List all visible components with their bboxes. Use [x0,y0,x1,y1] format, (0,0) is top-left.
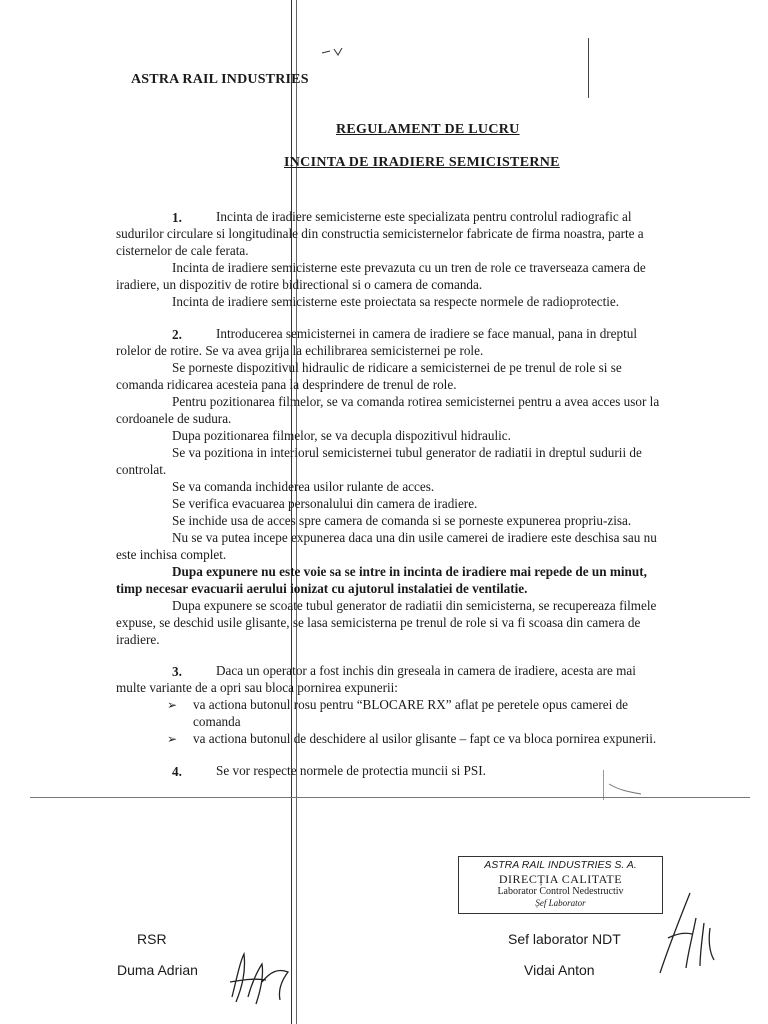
paragraph-line: Se va pozitiona in interiorul semicisternei tubul generator de radiatii in dreptul sudurii de [172,445,642,460]
scan-mark [603,770,604,800]
scan-mark [588,38,589,98]
paragraph-line: sudurilor circulare si longitudinale din constructia semicisternelor fabricate de firma noastra, parte a [116,226,644,241]
paragraph-line: rolelor de rotire. Se va avea grija la echilibrarea semicisternei pe role. [116,343,484,358]
paragraph-line: Dupa expunere se scoate tubul generator de radiatii din semicisterna, se recupereaza filmele [172,598,657,613]
paragraph-line: Incinta de iradiere semicisterne este specializata pentru controlul radiografic al [216,209,632,224]
paragraph-line: comanda ridicarea acesteia pana la desprindere de trenul de role. [116,377,457,392]
paragraph-line: Dupa pozitionarea filmelor, se va decupla dispozitivul hidraulic. [172,428,511,443]
quality-stamp [458,856,663,914]
paragraph-line: controlat. [116,462,167,477]
company-name: ASTRA RAIL INDUSTRIES [131,72,309,87]
paragraph-line: expuse, se deschid usile glisante, se lasa semicisterna pe trenul de role si va fi scoasa din camera de [116,615,641,630]
section-number: 1. [172,210,182,225]
right-signatory-role: Sef laborator NDT [508,931,621,947]
bullet-text: va actiona butonul rosu pentru “BLOCARE RX” aflat pe peretele opus camerei de [193,697,629,712]
paragraph-line: Se verifica evacuarea personalului din camera de iradiere. [172,496,478,511]
warning-line: Dupa expunere nu este voie sa se intre in incinta de iradiere mai repede de un minut, [172,564,647,579]
right-signature-icon [650,888,720,988]
stamp-laboratory: Laborator Control Nedestructiv [497,885,624,897]
scan-line [291,0,292,1024]
section-number: 3. [172,664,182,679]
left-signature-icon [222,942,302,1012]
paragraph-line: Incinta de iradiere semicisterne este proiectata sa respecte normele de radioprotectie. [172,294,620,309]
section-number: 4. [172,764,182,779]
warning-line: timp necesar evacuarii aerului ionizat cu ajutorul instalatiei de ventilatie. [116,581,528,596]
scan-mark-icon [320,45,350,60]
paragraph-line: iradiere. [116,632,160,647]
paragraph-line: cisternelor de cale ferata. [116,243,249,258]
document-subtitle: INCINTA DE IRADIERE SEMICISTERNE [284,155,560,170]
paragraph-line: Se va comanda inchiderea usilor rulante de acces. [172,479,435,494]
bullet-text: va actiona butonul de deschidere al usilor glisante – fapt ce va bloca pornirea expunerii. [193,731,657,746]
paragraph-line: multe variante de a opri sau bloca pornirea expunerii: [116,680,398,695]
bullet-arrow-icon: ➢ [167,732,178,746]
paragraph-line: iradiere, un dispozitiv de rotire bidirectional si o camera de comanda. [116,277,483,292]
right-signatory-name: Vidai Anton [524,962,595,978]
bullet-arrow-icon: ➢ [167,698,178,712]
scan-mark-icon [605,780,645,800]
stamp-role: Șef Laborator [535,897,586,908]
paragraph-line: cordoanele de sudura. [116,411,232,426]
stamp-company: ASTRA RAIL INDUSTRIES S. A. [484,859,637,871]
paragraph-line: Incinta de iradiere semicisterne este prevazuta cu un tren de role ce traverseaza camera de [172,260,646,275]
left-signatory-name: Duma Adrian [117,962,198,978]
stamp-department: DIRECȚIA CALITATE [498,871,623,886]
paragraph-line: Introducerea semicisternei in camera de iradiere se face manual, pana in dreptul [216,326,638,341]
left-signatory-role: RSR [137,931,167,947]
paragraph-line: Daca un operator a fost inchis din greseala in camera de iradiere, acesta are mai [216,663,636,678]
paragraph-line: Se vor respecte normele de protectia muncii si PSI. [216,763,486,778]
scan-line [296,0,297,1024]
paragraph-line: este inchisa complet. [116,547,227,562]
bullet-text: comanda [193,714,241,729]
document-title: REGULAMENT DE LUCRU [336,122,520,137]
paragraph-line: Pentru pozitionarea filmelor, se va comanda rotirea semicisternei pentru a avea acces usor la [172,394,660,409]
paragraph-line: Se inchide usa de acces spre camera de comanda si se porneste expunerea propriu-zisa. [172,513,632,528]
section-number: 2. [172,327,182,342]
paragraph-line: Nu se va putea incepe expunerea daca una din usile camerei de iradiere este deschisa sau nu [172,530,657,545]
paragraph-line: Se porneste dispozitivul hidraulic de ridicare a semicisternei de pe trenul de role si se [172,360,622,375]
